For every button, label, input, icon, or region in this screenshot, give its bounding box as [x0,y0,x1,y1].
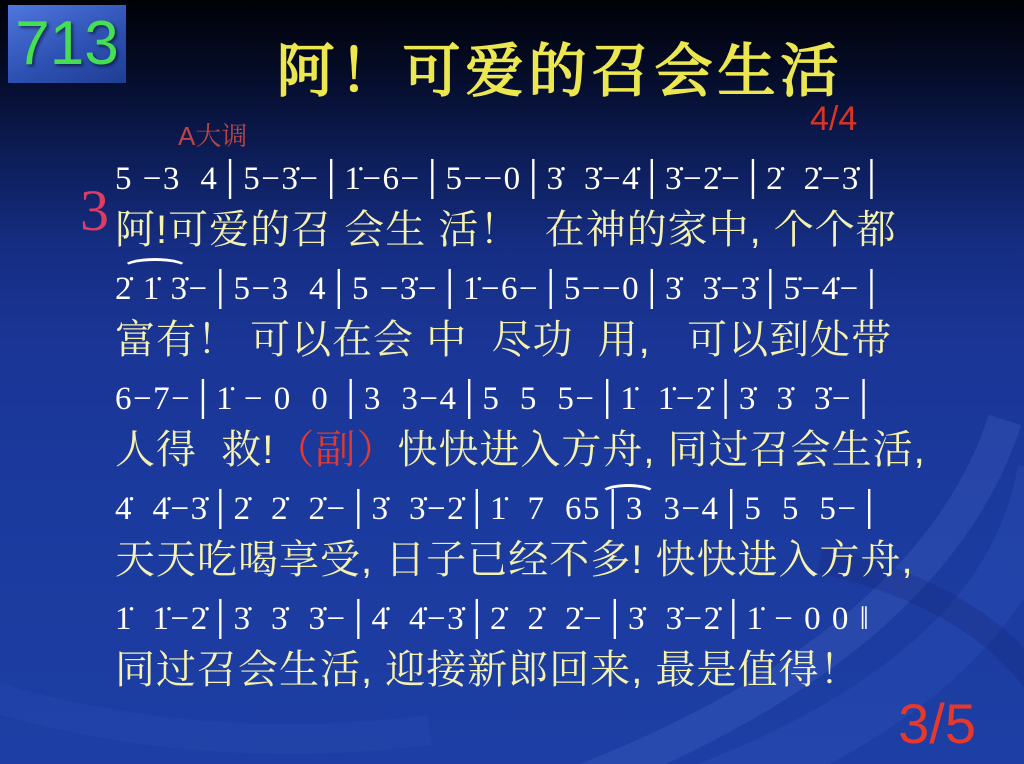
lyric-line: 同过召会生活, 迎接新郎回来, 最是值得！ [115,648,861,692]
music-notation-line: 6−7−│1̇ − 0 0 │3 3−4│5 5 5−│1̇ 1̇−2̇│3̇ 3̇ 3̇−│ [115,381,877,417]
key-signature: A大调 [178,121,248,151]
music-notation-line: 1̇ 1̇−2̇│3̇ 3̇ 3̇−│4̇ 4̇−3̇│2̇ 2̇ 2̇−│3̇ 3̇−2̇│1̇ − 0 0 ‖ [115,601,871,637]
lyric-line: 天天吃喝享受, 日子已经不多! 快快进入方舟, [115,538,914,582]
lyric-segment: 人得 救! [115,428,275,472]
lyric-line [115,425,1020,480]
slur-arc [122,258,188,278]
score-block [115,150,1020,700]
music-notation-line: 5 −3 4│5−3̇−│1̇−6−│5−−0│3̇ 3̇−4̇│3̇−2̇−│2̇ 2̇−3̇│ [115,161,885,197]
music-notation-line: 2̇ 1̇ 3̇−│5−3 4│5 −3̇−│1̇−6−│5−−0│3̇ 3̇−3̇│5̇−4̇−│ [115,271,885,307]
hymn-number: 713 [15,9,119,78]
slide-title: 阿！可爱的召会生活 [276,39,844,104]
lyric-line: 阿!可爱的召 会生 活！ 在神的家中, 个个都 [115,208,897,252]
page-indicator: 3/5 [898,692,976,755]
slur-arc [600,484,656,504]
lyric-segment: 快快进入方舟, 同过召会生活, [397,428,926,472]
lyric-line: 富有！ 可以在会 中 尽功 用, 可以到处带 [115,318,893,362]
music-notation-line: 4̇ 4̇−3̇│2̇ 2̇ 2̇−│3̇ 3̇−2̇│1̇ 7 65│3 3−4│5 5 5−│ [115,491,883,527]
chorus-marker: （副） [274,428,398,472]
verse-number: 3 [80,178,109,243]
time-signature: 4/4 [810,100,858,138]
